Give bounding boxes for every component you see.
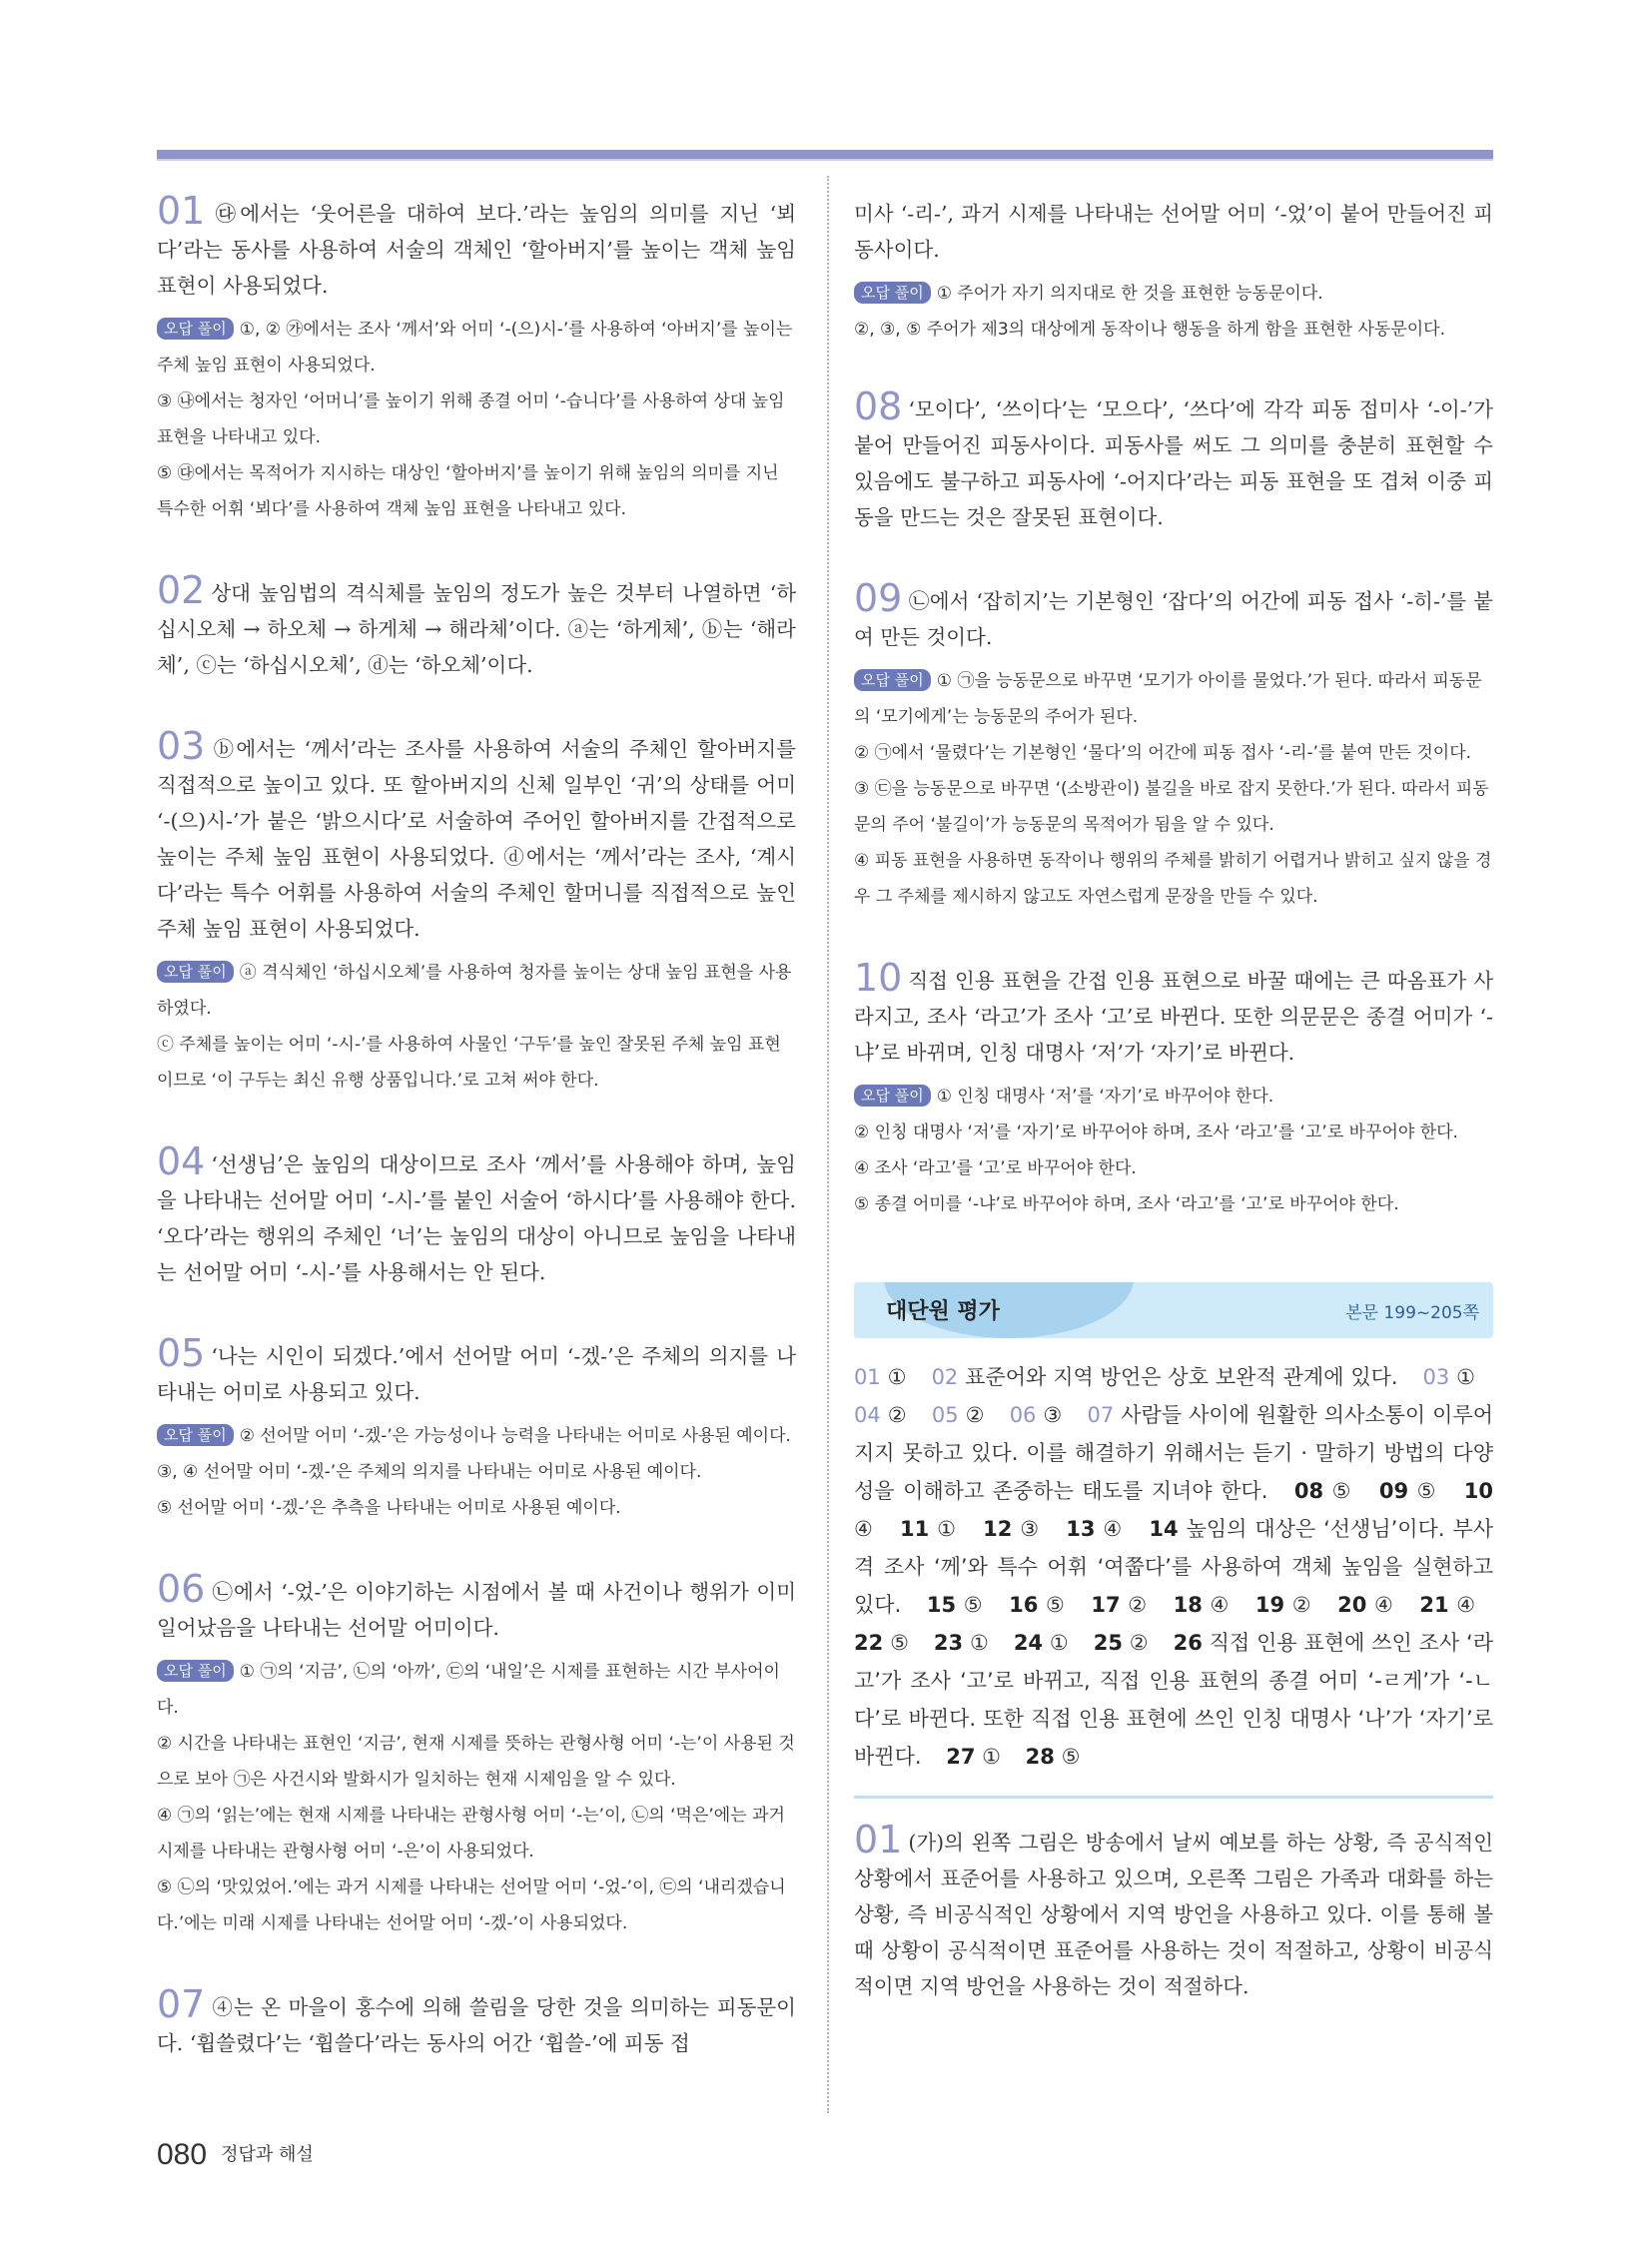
- item-text: (가)의 왼쪽 그림은 방송에서 날씨 예보를 하는 상황, 즉 공식적인 상황에서 표준어를 사용하고 있으며, 오른쪽 그림은 가족과 대화를 하는 상황, 즉 비공식적인 상황에서 지역 방언을 사용하고 있다. 이를 통해 볼 때 상황이 공식적이면 표준어를 사용하는 것이 적절하고, 상황이 비공식적이면 지역 방언을 사용하는 것이 적절하다.: [854, 1831, 1493, 1998]
- answer-number: 17: [1091, 1593, 1121, 1617]
- explanation-line: [157, 1454, 796, 1490]
- item-text: ㉡에서 ‘잡히지’는 기본형인 ‘잡다’의 어간에 피동 접사 ‘-히-’를 붙여 만든 것이다.: [854, 589, 1493, 649]
- explanation-text: ② 선어말 어미 ‘-겠-’은 가능성이나 능력을 나타내는 어미로 사용된 예이다.: [239, 1426, 791, 1446]
- item-text: ㉡에서 ‘-었-’은 이야기하는 시점에서 볼 때 사건이나 행위가 이미 일어났음을 나타내는 선어말 어미이다.: [157, 1580, 796, 1640]
- answer-entry: [1026, 1745, 1081, 1769]
- answer-number: 25: [1093, 1631, 1123, 1655]
- item-main: [157, 189, 796, 304]
- explanation-text: ① 인칭 대명사 ‘저’를 ‘자기’로 바꾸어야 한다.: [936, 1087, 1274, 1107]
- answer-number: 04: [854, 1403, 881, 1427]
- left-column: [157, 189, 796, 2109]
- answer-number: 24: [1013, 1631, 1044, 1655]
- explanation-text: ⓒ 주체를 높이는 어미 ‘-시-’를 사용하여 사물인 ‘구두’를 높인 잘못된 주체 높임 표현이므로 ‘이 구두는 최신 유행 상품입니다.’로 고쳐 써야 한다.: [157, 1035, 781, 1091]
- unit-evaluation-header: [854, 1282, 1493, 1338]
- explanation-text: ② 인칭 대명사 ‘저’를 ‘자기’로 바꾸어야 하며, 조사 ‘라고’를 ‘고’로 바꾸어야 한다.: [854, 1122, 1458, 1142]
- item-number: 03: [157, 724, 206, 768]
- answer-value: ⑤: [963, 1593, 984, 1617]
- answer-value: ④: [1373, 1593, 1394, 1617]
- answer-entry: [1255, 1593, 1312, 1617]
- explanation-text: ① ㉠을 능동문으로 바꾸면 ‘모기가 아이를 물었다.’가 된다. 따라서 피동문의 ‘모기에게’는 능동문의 주어가 된다.: [854, 671, 1482, 727]
- explanation-line: [854, 843, 1493, 915]
- explanation-text: ③ ㉯에서는 청자인 ‘어머니’를 높이기 위해 종결 어미 ‘-습니다’를 사용하여 상대 높임 표현을 나타내고 있다.: [157, 391, 785, 447]
- answer-number: 28: [1025, 1745, 1055, 1769]
- answer-value: ④: [1210, 1593, 1231, 1617]
- answer-item: [157, 1331, 796, 1526]
- explanation-line: [157, 1027, 796, 1099]
- answer-number: 05: [931, 1403, 959, 1427]
- item-number: 07: [157, 1982, 206, 2026]
- wrong-answer-badge: 오답 풀이: [854, 669, 931, 691]
- item-07-continued: 미사 ‘-리-’, 과거 시제를 나타내는 선어말 어미 ‘-었’이 붙어 만들어진 피동사이다.: [854, 202, 1493, 262]
- answer-value: ①: [982, 1745, 1001, 1769]
- answer-entry: [1010, 1403, 1063, 1427]
- explanation-line: [157, 383, 796, 455]
- explanation-text: ③, ④ 선어말 어미 ‘-겠-’은 주체의 의지를 나타내는 어미로 사용된 예이다.: [157, 1462, 702, 1482]
- answer-number: 14: [1149, 1517, 1179, 1541]
- explanation-text: ② ㉠에서 ‘물렸다’는 기본형인 ‘물다’의 어간에 피동 접사 ‘-리-’를 붙여 만든 것이다.: [854, 743, 1472, 763]
- page-footer: [157, 2137, 314, 2172]
- item-number: 04: [157, 1139, 206, 1183]
- right-column: [854, 196, 1493, 2004]
- answer-number: 16: [1009, 1593, 1039, 1617]
- explanation-line: [854, 771, 1493, 843]
- answer-entry: [1379, 1479, 1437, 1503]
- answer-number: 18: [1173, 1593, 1203, 1617]
- answer-number: 01: [854, 1365, 881, 1389]
- item-main: [157, 1331, 796, 1410]
- item-number: 09: [854, 576, 903, 620]
- answer-entry: [854, 1403, 907, 1427]
- item-text: ㉰에서는 ‘웃어른을 대하여 보다.’라는 높임의 의미를 지닌 ‘뵈다’라는 동사를 사용하여 서술의 객체인 ‘할아버지’를 높이는 객체 높임 표현이 사용되었다.: [157, 202, 796, 298]
- item-number: 01: [157, 189, 206, 233]
- answer-entry: [1419, 1593, 1475, 1617]
- wrong-answer-explanation: [157, 955, 796, 1099]
- section-divider: [854, 1796, 1493, 1799]
- item-text: ⓑ에서는 ‘께서’라는 조사를 사용하여 서술의 주체인 할아버지를 직접적으로 높이고 있다. 또 할아버지의 신체 일부인 ‘귀’의 상태를 어미 ‘-(으)시-’가 붙은 ‘밝으시다’로 서술하여 주어인 할아버지를 간접적으로 높이는 주체 높임 표현이 사용되었다. ⓓ에서는 ‘께서’라는 조사, ‘계시다’라는 특수 어휘를 사용하여 서술의 주체인 할머니를 직접적으로 높인 주체 높임 표현이 사용되었다.: [157, 737, 796, 941]
- answer-item: [157, 189, 796, 527]
- explanation-text: ②, ③, ⑤ 주어가 제3의 대상에게 동작이나 행동을 하게 함을 표현한 사동문이다.: [854, 320, 1446, 340]
- answer-value: ②: [887, 1403, 907, 1427]
- answer-value: ①: [937, 1517, 958, 1541]
- item-text: ④는 온 마을이 홍수에 의해 쓸림을 당한 것을 의미하는 피동문이다. ‘휩쓸렸다’는 ‘휩쓸다’라는 동사의 어간 ‘휩쓸-’에 피동 접: [157, 1995, 796, 2055]
- answer-number: 26: [1173, 1631, 1203, 1655]
- answer-item: [854, 384, 1493, 535]
- answer-number: 12: [983, 1517, 1013, 1541]
- explanation-line: [157, 1798, 796, 1869]
- answer-number: 21: [1419, 1593, 1449, 1617]
- answer-number: 07: [1087, 1403, 1115, 1427]
- answer-entry: [1294, 1479, 1352, 1503]
- answer-number: 09: [1378, 1479, 1409, 1503]
- explanation-text: ① 주어가 자기 의지대로 한 것을 표현한 능동문이다.: [936, 284, 1323, 304]
- explanation-line: [157, 1418, 796, 1454]
- explanation-text: ①, ② ㉮에서는 조사 ‘께서’와 어미 ‘-(으)시-’를 사용하여 ‘아버지’를 높이는 주체 높임 표현이 사용되었다.: [157, 320, 793, 375]
- explanation-text: ② 시간을 나타내는 표현인 ‘지금’, 현재 시제를 뜻하는 관형사형 어미 ‘-는’이 사용된 것으로 보아 ㉠은 사건시와 발화시가 일치하는 현재 시제임을 알 수 있다.: [157, 1734, 795, 1790]
- item-text: ‘모이다’, ‘쓰이다’는 ‘모으다’, ‘쓰다’에 각각 피동 접미사 ‘-이-’가 붙어 만들어진 피동사이다. 피동사를 써도 그 의미를 충분히 표현할 수 있음에도 불구하고 피동사에 ‘-어지다’라는 피동 표현을 또 겹쳐 이중 피동을 만드는 것은 잘못된 표현이다.: [854, 397, 1493, 529]
- wrong-answer-explanation: [157, 1654, 796, 1941]
- answer-entry: [934, 1631, 989, 1655]
- answer-value: ⑤: [1416, 1479, 1438, 1503]
- explanation-line: [854, 663, 1493, 735]
- answer-entry: [1094, 1631, 1149, 1655]
- explanation-line: [157, 1726, 796, 1798]
- answer-value: ⑤: [890, 1631, 910, 1655]
- answer-entry: [1174, 1593, 1231, 1617]
- explanation-line: [854, 1079, 1493, 1115]
- answer-number: 10: [1463, 1479, 1493, 1503]
- answer-number: 22: [854, 1631, 884, 1655]
- item-main: [854, 384, 1493, 535]
- answer-number: 11: [899, 1517, 930, 1541]
- explanation-line: [854, 276, 1493, 312]
- wrong-answer-explanation: [854, 1079, 1493, 1222]
- item-number: 10: [854, 956, 903, 1000]
- answer-entry: [1337, 1593, 1394, 1617]
- answer-value: ②: [1129, 1631, 1149, 1655]
- item-number: 01: [854, 1818, 903, 1862]
- item-text: ‘나는 시인이 되겠다.’에서 선어말 어미 ‘-겠-’은 주체의 의지를 나타내는 어미로 사용되고 있다.: [157, 1344, 796, 1404]
- wrong-answer-explanation: [157, 312, 796, 527]
- answer-entry: [1009, 1593, 1066, 1617]
- item-main: [157, 1982, 796, 2061]
- answer-value: 높임의 대상은 ‘선생님’이다. 부사격 조사 ‘께’와 특수 어휘 ‘여쭙다’를 사용하여 객체 높임을 실현하고 있다.: [854, 1517, 1494, 1617]
- answer-entry: [983, 1517, 1040, 1541]
- answer-number: 27: [946, 1745, 976, 1769]
- wrong-answer-badge: 오답 풀이: [157, 961, 234, 983]
- column-divider: [827, 176, 829, 2113]
- item-number: 08: [854, 384, 903, 428]
- item-number: 02: [157, 568, 206, 612]
- answer-item: [854, 956, 1493, 1222]
- answer-number: 06: [1009, 1403, 1037, 1427]
- answer-entry: [854, 1631, 909, 1655]
- answer-number: 13: [1066, 1517, 1096, 1541]
- answer-entry: [1423, 1365, 1475, 1389]
- explanation-line: [854, 312, 1493, 348]
- wrong-answer-badge: 오답 풀이: [157, 1660, 234, 1682]
- answer-item: [157, 568, 796, 683]
- answer-value: ④: [854, 1517, 875, 1541]
- page-number: 080: [157, 2138, 208, 2171]
- answer-item: [157, 724, 796, 1099]
- explanation-text: ⑤ ㉰에서는 목적어가 지시하는 대상인 ‘할아버지’를 높이기 위해 높임의 의미를 지닌 특수한 어휘 ‘뵈다’를 사용하여 객체 높임 표현을 나타내고 있다.: [157, 463, 779, 519]
- explanation-line: [854, 1115, 1493, 1150]
- answer-number: 19: [1254, 1593, 1285, 1617]
- wrong-answer-badge: 오답 풀이: [157, 318, 234, 340]
- explanation-line: [854, 1150, 1493, 1186]
- answer-value: ②: [965, 1403, 985, 1427]
- item-main: [854, 576, 1493, 655]
- answer-value: ①: [1456, 1365, 1475, 1389]
- answer-item: [157, 1139, 796, 1290]
- final-item: [854, 1818, 1493, 2004]
- answer-entry: [932, 1365, 1398, 1389]
- explanation-line: [854, 1186, 1493, 1222]
- answer-entry: [946, 1745, 1001, 1769]
- answer-value: ③: [1020, 1517, 1041, 1541]
- answer-entry: [927, 1593, 984, 1617]
- wrong-answer-badge: 오답 풀이: [854, 282, 931, 304]
- explanation-text: ⓐ 격식체인 ‘하십시오체’를 사용하여 청자를 높이는 상대 높임 표현을 사용하였다.: [157, 963, 792, 1019]
- explanation-text: ⑤ ㉡의 ‘맛있었어.’에는 과거 시제를 나타내는 선어말 어미 ‘-었-’이, ㉢의 ‘내리겠습니다.’에는 미래 시제를 나타내는 선어말 어미 ‘-겠-’이 사용되었다.: [157, 1877, 786, 1933]
- explanation-text: ⑤ 종결 어미를 ‘-냐’로 바꾸어야 하며, 조사 ‘라고’를 ‘고’로 바꾸어야 한다.: [854, 1194, 1399, 1214]
- answer-value: ⑤: [1045, 1593, 1066, 1617]
- item-text: 직접 인용 표현을 간접 인용 표현으로 바꿀 때에는 큰 따옴표가 사라지고, 조사 ‘라고’가 조사 ‘고’로 바뀐다. 또한 의문문은 종결 어미가 ‘-냐’로 바뀌며, 인칭 대명사 ‘저’가 ‘자기’로 바뀐다.: [854, 969, 1493, 1065]
- answer-entry: [1091, 1593, 1148, 1617]
- explanation-line: [157, 1869, 796, 1941]
- explanation-line: [157, 1490, 796, 1526]
- answer-number: 20: [1337, 1593, 1367, 1617]
- explanation-text: ③ ㉢을 능동문으로 바꾸면 ‘(소방관이) 불길을 바로 잡지 못한다.’가 된다. 따라서 피동문의 주어 ‘불길이’가 능동문의 목적어가 됨을 알 수 있다.: [854, 779, 1489, 835]
- answer-value: ③: [1043, 1403, 1063, 1427]
- wrong-answer-explanation: [157, 1418, 796, 1526]
- answer-entry: [1066, 1517, 1123, 1541]
- explanation-text: ④ 피동 표현을 사용하면 동작이나 행위의 주체를 밝히기 어렵거나 밝히고 싶지 않을 경우 그 주체를 제시하지 않고도 자연스럽게 문장을 만들 수 있다.: [854, 851, 1492, 907]
- answer-value: ⑤: [1331, 1479, 1353, 1503]
- explanation-line: [854, 735, 1493, 771]
- answer-number: 15: [926, 1593, 957, 1617]
- page-range: 본문 199~205쪽: [1345, 1303, 1479, 1323]
- wrong-answer-badge: 오답 풀이: [157, 1424, 234, 1446]
- footer-label: 정답과 해설: [221, 2144, 314, 2165]
- answer-entry: [932, 1403, 985, 1427]
- item-text: 상대 높임법의 격식체를 높임의 정도가 높은 것부터 나열하면 ‘하십시오체 → 하오체 → 하게체 → 해라체’이다. ⓐ는 ‘하게체’, ⓑ는 ‘해라체’, ⓒ는 ‘하십시오체’, ⓓ는 ‘하오체’이다.: [157, 581, 796, 677]
- answer-number: 03: [1422, 1365, 1450, 1389]
- item-main: [157, 1567, 796, 1646]
- item-number: 06: [157, 1567, 206, 1611]
- answer-item: [854, 576, 1493, 915]
- item-main: [157, 1139, 796, 1290]
- explanation-text: ⑤ 선어말 어미 ‘-겠-’은 추측을 나타내는 어미로 사용된 예이다.: [157, 1498, 621, 1518]
- wrong-answer-badge: 오답 풀이: [854, 1085, 931, 1107]
- answer-value: ④: [1103, 1517, 1124, 1541]
- item-text: ‘선생님’은 높임의 대상이므로 조사 ‘께서’를 사용해야 하며, 높임을 나타내는 선어말 어미 ‘-시-’를 붙인 서술어 ‘하시다’를 사용해야 한다. ‘오다’라는 행위의 주체인 ‘너’는 높임의 대상이 아니므로 높임을 나타내는 선어말 어미 ‘-시-’를 사용해서는 안 된다.: [157, 1152, 796, 1284]
- answer-value: ②: [1291, 1593, 1312, 1617]
- answer-entry: [900, 1517, 957, 1541]
- explanation-text: ④ ㉠의 ‘읽는’에는 현재 시제를 나타내는 관형사형 어미 ‘-는’이, ㉡의 ‘먹은’에는 과거 시제를 나타내는 관형사형 어미 ‘-은’이 사용되었다.: [157, 1806, 785, 1862]
- unit-evaluation-title: 대단원 평가: [886, 1299, 1000, 1324]
- item-main: [157, 724, 796, 947]
- explanation-text: ① ㉠의 ‘지금’, ㉡의 ‘아까’, ㉢의 ‘내일’은 시제를 표현하는 시간 부사어이다.: [157, 1662, 780, 1718]
- explanation-line: [157, 455, 796, 527]
- explanation-text: ④ 조사 ‘라고’를 ‘고’로 바꾸어야 한다.: [854, 1158, 1137, 1178]
- answer-value: ⑤: [1061, 1745, 1081, 1769]
- answer-number: 02: [931, 1365, 959, 1389]
- top-rule: [157, 150, 1493, 161]
- explanation-line: [157, 955, 796, 1027]
- answer-item: [157, 1567, 796, 1941]
- answer-value: 사람들 사이에 원활한 의사소통이 이루어지지 못하고 있다. 이를 해결하기 위해서는 듣기 · 말하기 방법의 다양성을 이해하고 존중하는 태도를 지녀야 한다.: [854, 1403, 1494, 1503]
- answer-entry: [854, 1365, 907, 1389]
- answer-value: ①: [1049, 1631, 1069, 1655]
- answer-value: ①: [969, 1631, 989, 1655]
- answer-value: ①: [887, 1365, 907, 1389]
- explanation-line: [157, 312, 796, 383]
- answer-value: 표준어와 지역 방언은 상호 보완적 관계에 있다.: [965, 1365, 1398, 1389]
- item-number: 05: [157, 1331, 206, 1375]
- answer-entry: [1014, 1631, 1069, 1655]
- answer-number: 23: [933, 1631, 964, 1655]
- answer-number: 08: [1293, 1479, 1324, 1503]
- wrong-answer-explanation: [854, 663, 1493, 915]
- answer-list: [854, 1358, 1493, 1776]
- item-main: [157, 568, 796, 683]
- answer-item: [157, 1982, 796, 2061]
- explanation-line: [157, 1654, 796, 1726]
- answer-value: ④: [1456, 1593, 1476, 1617]
- item-07-explanation: [854, 276, 1493, 348]
- item-main: [854, 956, 1493, 1071]
- answer-value: 직접 인용 표현에 쓰인 조사 ‘라고’가 조사 ‘고’로 바뀌고, 직접 인용 표현의 종결 어미 ‘-ㄹ게’가 ‘-ㄴ다’로 바뀐다. 또한 직접 인용 표현에 쓰인 인칭 대명사 ‘나’가 ‘자기’로 바뀐다.: [854, 1631, 1493, 1769]
- right-items: [854, 384, 1493, 1222]
- answer-value: ②: [1128, 1593, 1148, 1617]
